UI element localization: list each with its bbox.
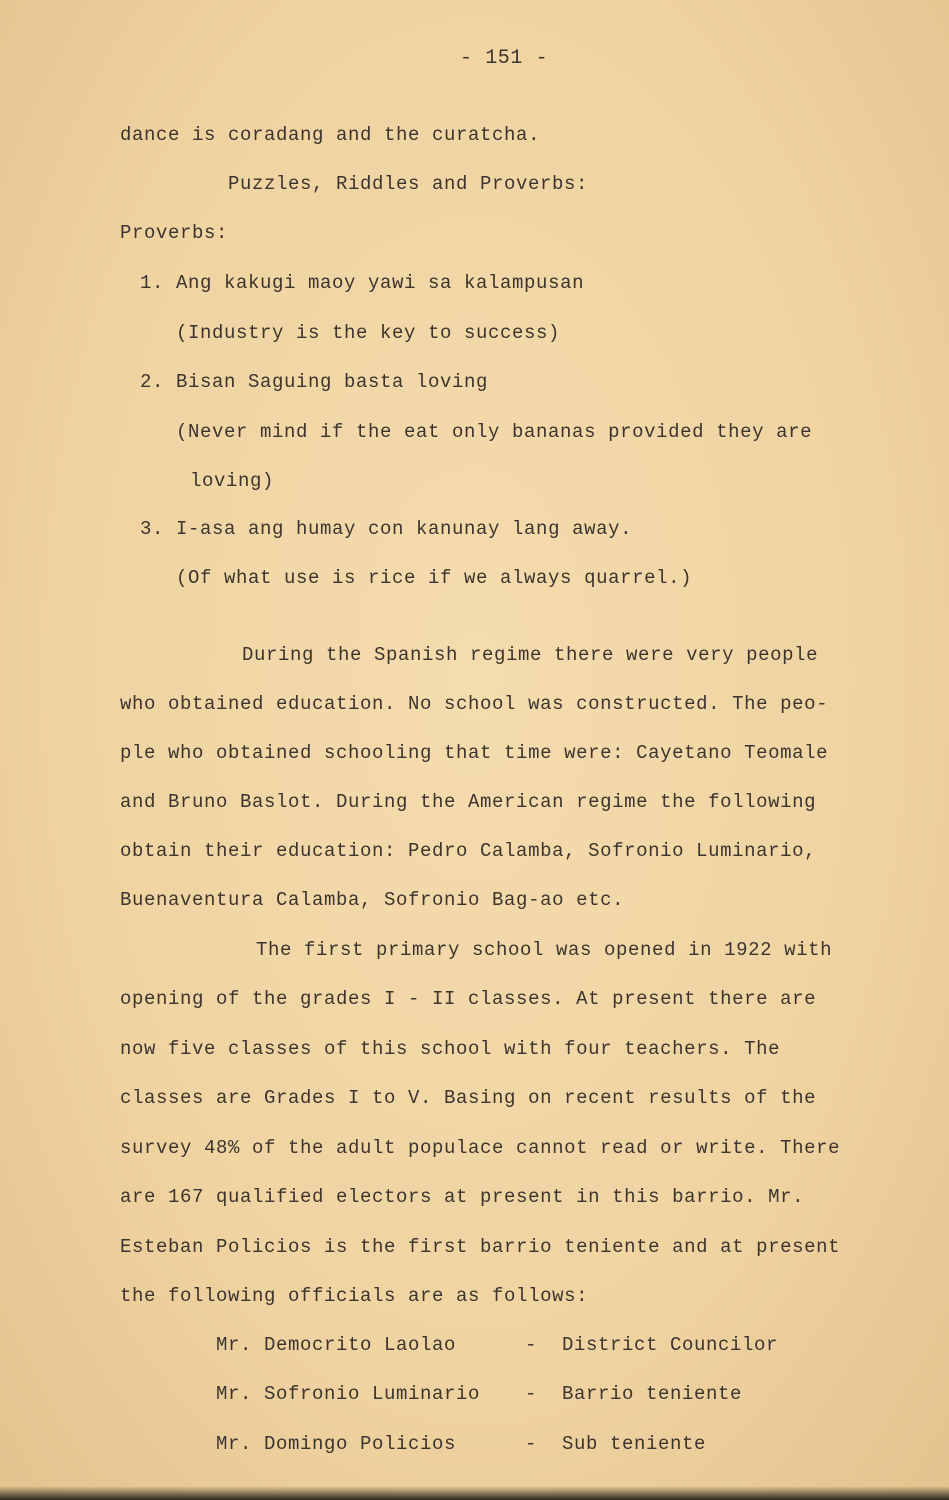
- official-name: Mr. Democrito Laolao: [216, 1334, 457, 1356]
- section-heading: Puzzles, Riddles and Proverbs:: [228, 173, 589, 195]
- proverb-2-translation-line-1: (Never mind if the eat only bananas provided they are: [176, 421, 813, 443]
- official-dash: -: [525, 1383, 538, 1405]
- official-role: District Councilor: [562, 1334, 779, 1356]
- official-dash: -: [525, 1433, 538, 1455]
- proverb-1-translation: (Industry is the key to success): [176, 322, 561, 344]
- official-dash: -: [525, 1334, 538, 1356]
- paragraph-2-line: the following officials are as follows:: [120, 1285, 589, 1307]
- proverb-3: 3. I-asa ang humay con kanunay lang away.: [140, 518, 633, 540]
- paragraph-2-line: survey 48% of the adult populace cannot read or write. There: [120, 1137, 841, 1159]
- paragraph-2-line: now five classes of this school with four teachers. The: [120, 1038, 781, 1060]
- proverb-1: 1. Ang kakugi maoy yawi sa kalampusan: [140, 272, 585, 294]
- paragraph-2-line: classes are Grades I to V. Basing on recent results of the: [120, 1087, 817, 1109]
- paragraph-1-line: who obtained education. No school was constructed. The peo-: [120, 693, 829, 715]
- paragraph-2-line: are 167 qualified electors at present in this barrio. Mr.: [120, 1186, 805, 1208]
- official-role: Sub teniente: [562, 1433, 707, 1455]
- paragraph-2-line: The first primary school was opened in 1922 with: [256, 939, 833, 961]
- intro-line: dance is coradang and the curatcha.: [120, 124, 541, 146]
- proverb-2-translation-line-2: loving): [190, 470, 275, 492]
- paragraph-2-line: opening of the grades I - II classes. At present there are: [120, 988, 817, 1010]
- paragraph-1-line: During the Spanish regime there were very people: [242, 644, 819, 666]
- paragraph-1-line: Buenaventura Calamba, Sofronio Bag-ao etc.: [120, 889, 625, 911]
- paragraph-1-line: and Bruno Baslot. During the American regime the following: [120, 791, 817, 813]
- proverb-2: 2. Bisan Saguing basta loving: [140, 371, 489, 393]
- page-number: - 151 -: [460, 47, 549, 70]
- official-name: Mr. Sofronio Luminario: [216, 1383, 481, 1405]
- proverb-3-translation: (Of what use is rice if we always quarrel.): [176, 567, 693, 589]
- official-name: Mr. Domingo Policios: [216, 1433, 457, 1455]
- paragraph-1-line: ple who obtained schooling that time were: Cayetano Teomale: [120, 742, 829, 764]
- paragraph-1-line: obtain their education: Pedro Calamba, Sofronio Luminario,: [120, 840, 817, 862]
- paragraph-2-line: Esteban Policios is the first barrio teniente and at present: [120, 1236, 841, 1258]
- proverbs-subheading: Proverbs:: [120, 222, 229, 244]
- page-bottom-edge: [0, 1486, 949, 1500]
- official-role: Barrio teniente: [562, 1383, 743, 1405]
